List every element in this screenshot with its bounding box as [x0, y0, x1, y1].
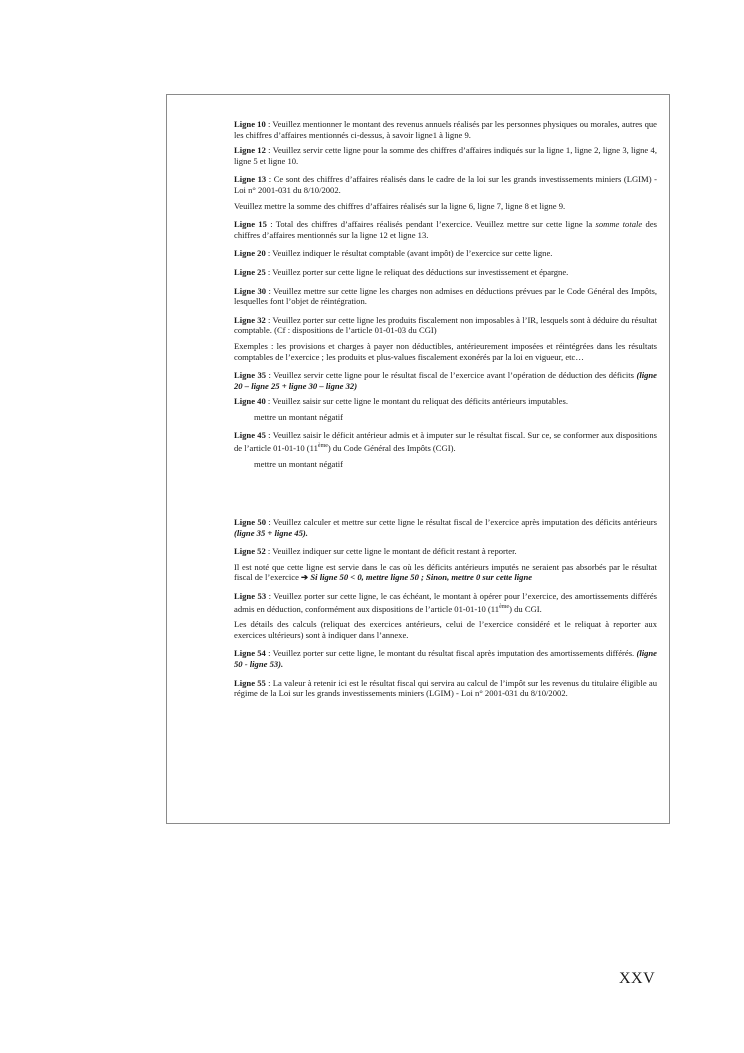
entry-ligne-55: Ligne 55 : La valeur à retenir ici est le résultat fiscal qui servira au calcul de l’impôt sur les revenus du titulaire éligible au régime de la Loi sur les grands investissements miniers (LGIM) - Loi n° 2001-031 du 8/10/2002.: [234, 677, 657, 699]
entry-ligne-53-note: Les détails des calculs (reliquat des exercices antérieurs, celui de l’exercice considéré et le reliquat à reporter aux exercices ultérieurs) sont à indiquer dans l’annexe.: [234, 619, 657, 640]
entry-ligne-32-examples: Exemples : les provisions et charges à payer non déductibles, antérieurement imposées et réintégrées dans les résultats comptables de l’exercice ; les produits et plus-values fiscalement exonérés par la loi en vigueur, etc…: [234, 340, 657, 362]
entry-ligne-40-note: mettre un montant négatif: [254, 411, 344, 422]
entry-ligne-50: Ligne 50 : Veuillez calculer et mettre sur cette ligne le résultat fiscal de l’exercice après imputation des déficits antérieurs (ligne 35 + ligne 45).: [234, 517, 657, 538]
entry-ligne-54: Ligne 54 : Veuillez porter sur cette ligne, le montant du résultat fiscal après imputation des amortissements différés. (ligne 50 - ligne 53).: [234, 648, 657, 669]
entry-ligne-52: Ligne 52 : Veuillez indiquer sur cette ligne le montant de déficit restant à reporter.: [234, 546, 517, 557]
entry-ligne-52-note: Il est noté que cette ligne est servie dans le cas où les déficits antérieurs imputés ne seraient pas absorbés par le résultat fiscal de l’exercice ➔ Si ligne 50 < 0, mettre ligne 50 ; Sinon, mettre 0 sur cette ligne: [234, 561, 657, 583]
page-number: XXV: [619, 970, 656, 987]
entry-ligne-32: Ligne 32 : Veuillez porter sur cette ligne les produits fiscalement non imposables à l’IR, lesquels sont à déduire du résultat comptable. (Cf : dispositions de l’article 01-01-03 du CGI): [234, 314, 657, 336]
entry-ligne-35: Ligne 35 : Veuillez servir cette ligne pour le résultat fiscal de l’exercice avant l’opération de déduction des déficits (ligne 20 – ligne 25 + ligne 30 – ligne 32): [234, 370, 657, 391]
entry-ligne-13: Ligne 13 : Ce sont des chiffres d’affaires réalisés dans le cadre de la loi sur les grands investissements miniers (LGIM) - Loi n° 2001-031 du 8/10/2002.: [234, 174, 657, 195]
spacer: [234, 477, 657, 517]
entry-ligne-10: Ligne 10 : Veuillez mentionner le montant des revenus annuels réalisés par les personnes physiques ou morales, autres que les chiffres d’affaires mentionnés ci-dessus, à savoir ligne1 à ligne 9.: [234, 119, 657, 140]
entry-ligne-30: Ligne 30 : Veuillez mettre sur cette ligne les charges non admises en déductions prévues par le Code Général des Impôts, lesquelles font l’objet de réintégration.: [234, 285, 657, 307]
entry-ligne-25: Ligne 25 : Veuillez porter sur cette ligne le reliquat des déductions sur investissement et épargne.: [234, 266, 569, 277]
instructions-body: [234, 119, 657, 707]
entry-ligne-53: Ligne 53 : Veuillez porter sur cette ligne, le cas échéant, le montant à opérer pour l’exercice, des amortissements différés admis en déduction, conformément aux dispositions de l’article 01-01-10 (11ème) du CGI.: [234, 591, 657, 614]
entry-ligne-15: Ligne 15 : Total des chiffres d’affaires réalisés pendant l’exercice. Veuillez mettre sur cette ligne la somme totale des chiffres d’affaires mentionnés sur la ligne 12 et ligne 13.: [234, 219, 657, 240]
entry-ligne-45: Ligne 45 : Veuillez saisir le déficit antérieur admis et à imputer sur le résultat fiscal. Sur ce, se conformer aux dispositions de l’article 01-01-10 (11ème) du Code Général des Impôts (CGI).: [234, 430, 657, 453]
entry-ligne-45-note: mettre un montant négatif: [254, 458, 344, 469]
entry-ligne-12: Ligne 12 : Veuillez servir cette ligne pour la somme des chiffres d’affaires indiqués sur la ligne 1, ligne 2, ligne 3, ligne 4, ligne 5 et ligne 10.: [234, 145, 657, 166]
entry-ligne-40: Ligne 40 : Veuillez saisir sur cette ligne le montant du reliquat des déficits antérieurs imputables.: [234, 396, 568, 407]
entry-ligne-13-note: Veuillez mettre la somme des chiffres d’affaires réalisés sur la ligne 6, ligne 7, ligne 8 et ligne 9.: [234, 200, 566, 211]
entry-ligne-20: Ligne 20 : Veuillez indiquer le résultat comptable (avant impôt) de l’exercice sur cette ligne.: [234, 248, 553, 259]
arrow-right-icon: ➔: [301, 572, 309, 583]
